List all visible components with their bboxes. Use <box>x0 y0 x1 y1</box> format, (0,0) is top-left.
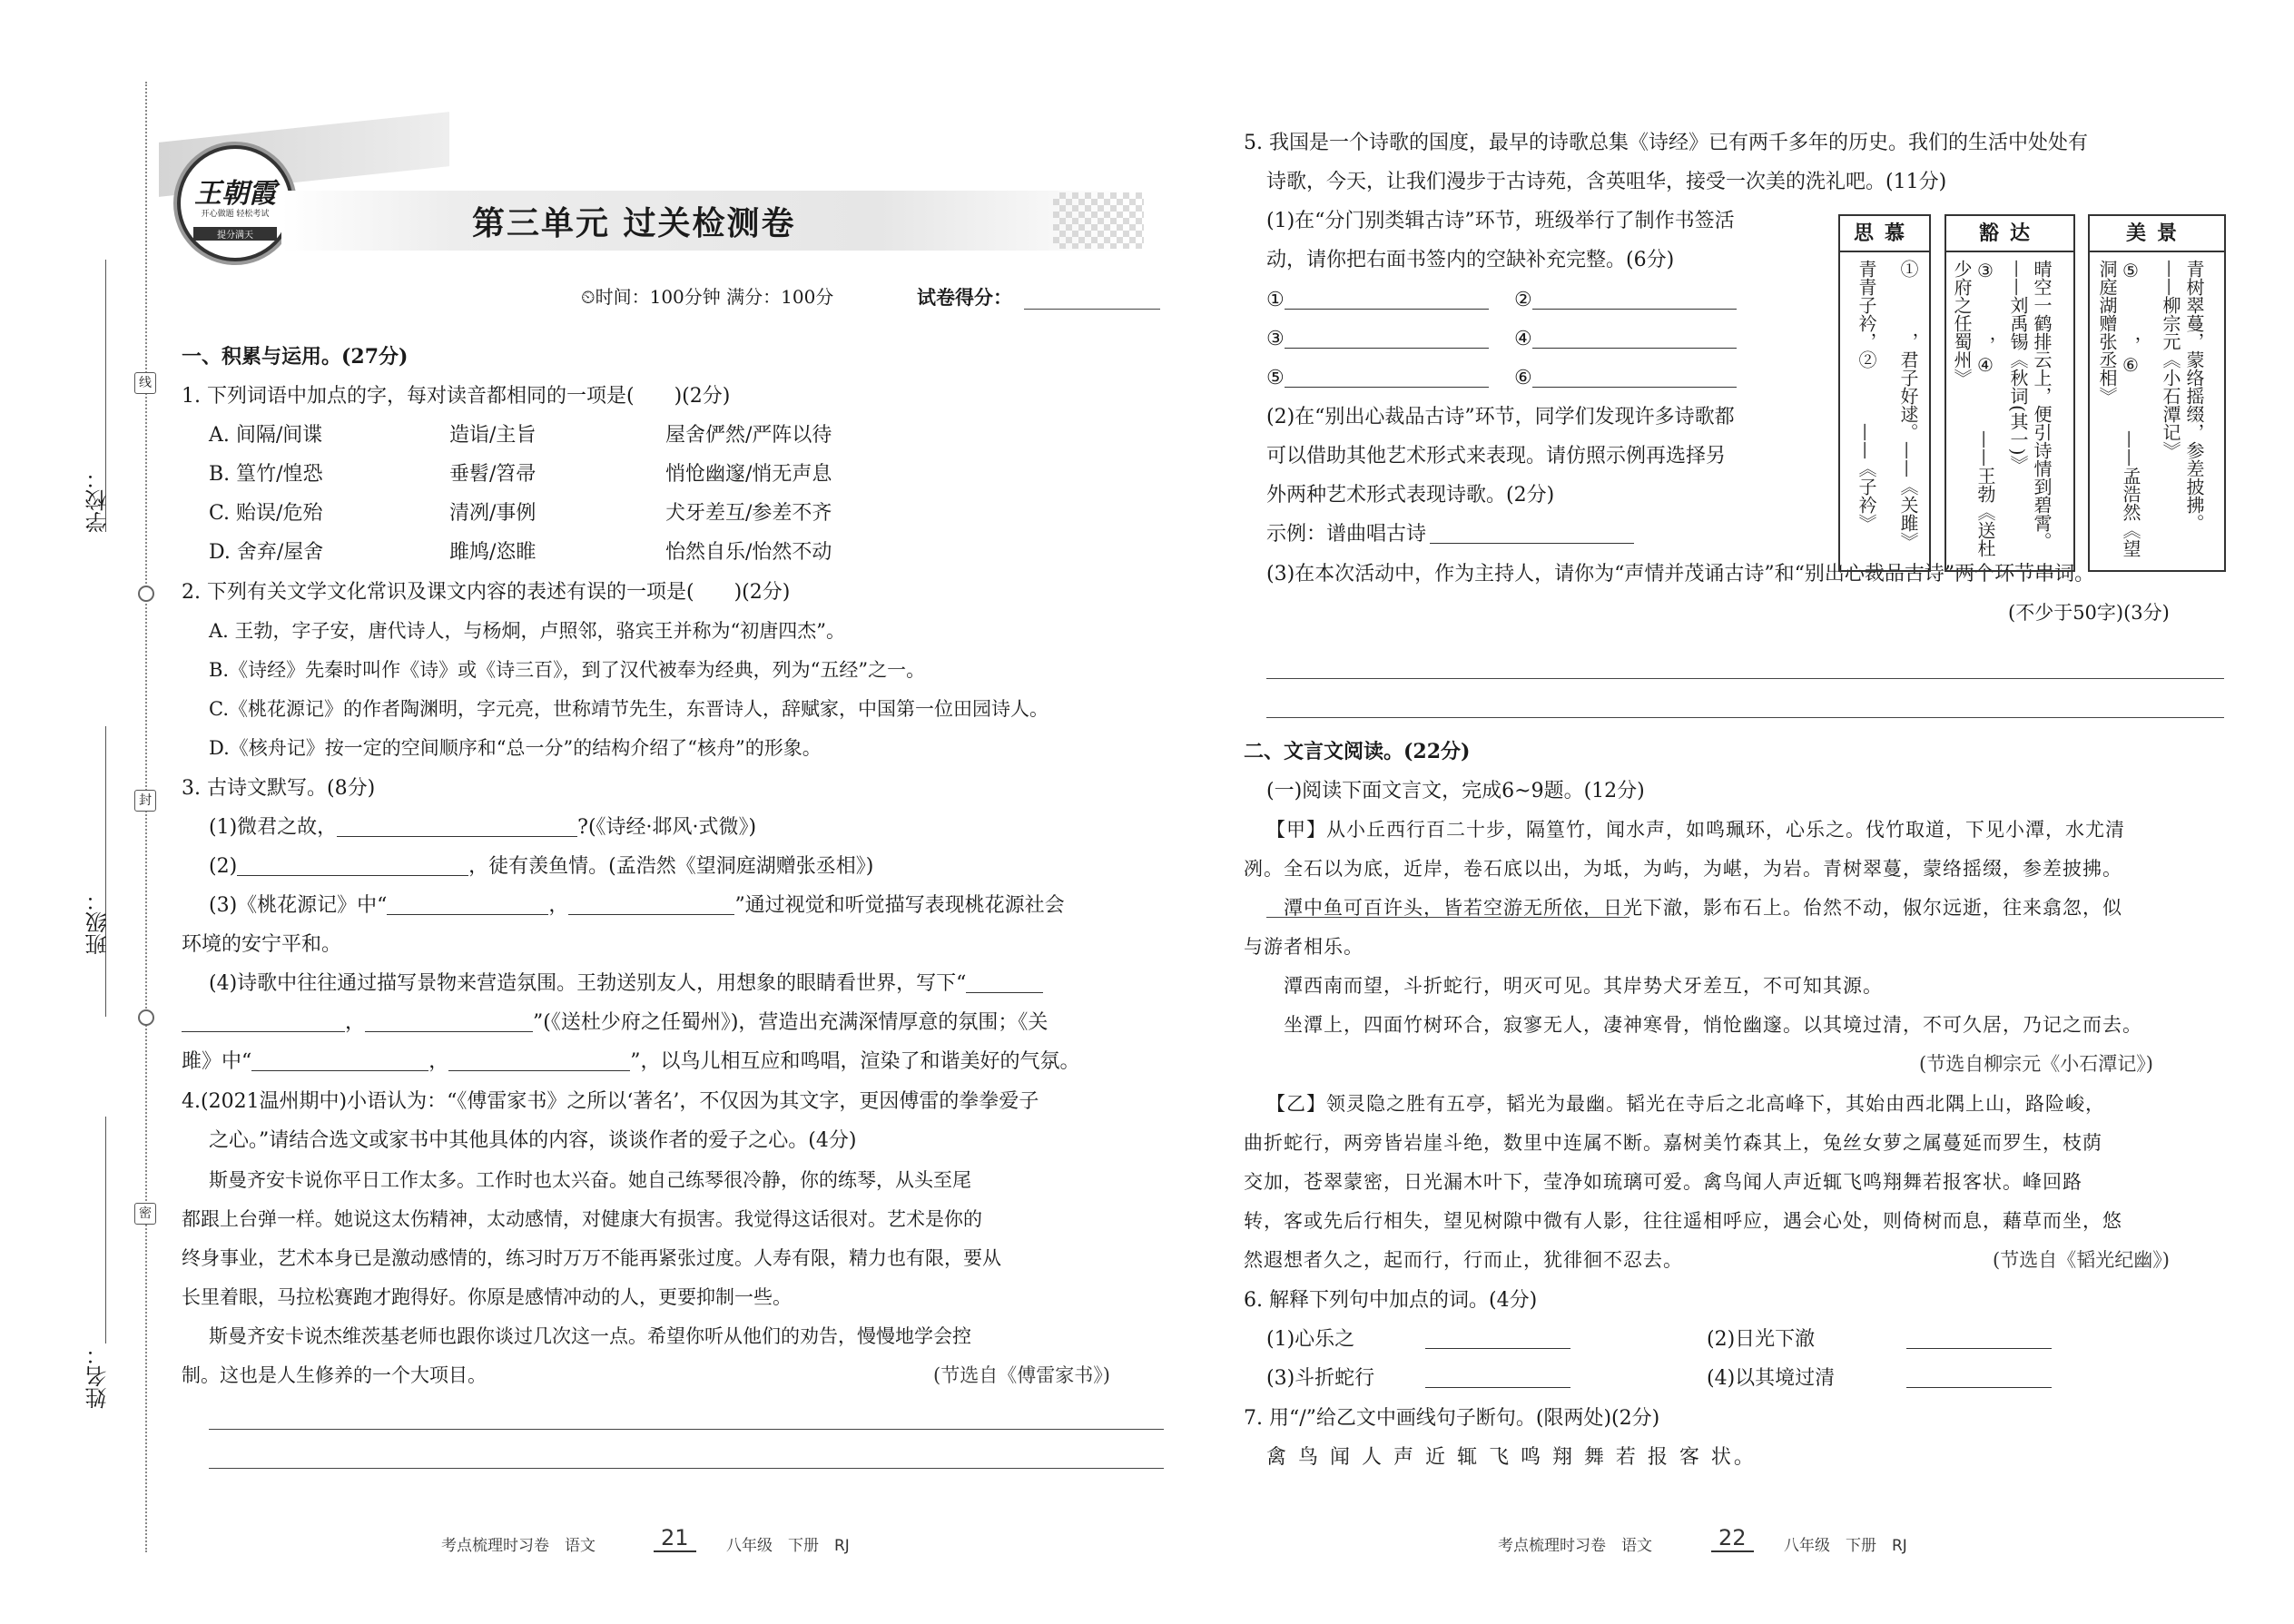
card-poem-line: ③ ，④ ——王勃《送杜少府之任蜀州》 <box>1951 260 1996 557</box>
q6-stem: 6. 解释下列句中加点的词。(4分) <box>1244 1289 1538 1312</box>
jia-passage-line: 潭中鱼可百许头，皆若空游无所依，日光下澈，影布石上。佁然不动，俶尔远逝，往来翕忽，似 <box>1244 897 2122 919</box>
answer-blank[interactable] <box>1285 324 1489 349</box>
answer-blank[interactable] <box>1906 1363 2052 1388</box>
yi-passage-line: 交加，苍翠蒙密，日光漏木叶下，莹净如琉璃可爱。禽鸟闻人声近辄飞鸣翔舞若报客状。峰回路 <box>1244 1171 2082 1193</box>
answer-blank[interactable] <box>966 969 1043 993</box>
footer-right-series: 考点梳理时习卷 语文 <box>1498 1537 1652 1555</box>
q7-sentence[interactable]: 禽 鸟 闻 人 声 近 辄 飞 鸣 翔 舞 若 报 客 状。 <box>1266 1446 1757 1469</box>
score-label: 试卷得分： <box>917 286 1012 309</box>
answer-blank[interactable] <box>1285 363 1489 388</box>
q7-stem: 7. 用“/”给乙文中画线句子断句。(限两处)(2分) <box>1244 1407 1660 1430</box>
underlined-sentence-marker <box>1266 917 1629 918</box>
logo-ribbon-text: 提分满天 <box>193 227 277 241</box>
q5-blank-6: ⑥ <box>1514 359 1737 398</box>
q5-answer-line[interactable] <box>1266 678 2224 679</box>
q4-source: (节选自《傅雷家书》) <box>933 1364 1110 1386</box>
answer-blank[interactable] <box>237 851 468 876</box>
class-field-line <box>105 726 106 1017</box>
q3-item2: (2) ，徒有羡鱼情。(孟浩然《望洞庭湖赠张丞相》) <box>209 847 873 886</box>
logo-subtitle: 开心做题 轻松考试 <box>201 210 270 219</box>
q4-stem-cont: 之心。”请结合选文或家书中其他具体的内容，谈谈作者的爱子之心。(4分) <box>209 1129 857 1152</box>
q2-stem: 2. 下列有关文学文化常识及课文内容的表述有误的一项是( )(2分) <box>182 581 791 604</box>
q5-blank-4: ④ <box>1514 320 1737 359</box>
footer-left-series: 考点梳理时习卷 语文 <box>441 1537 596 1555</box>
q4-passage-line: 制。这也是人生修养的一个大项目。 <box>182 1364 487 1386</box>
q3-item4-cont: ， ”(《送杜少府之任蜀州》)，营造出充满深情厚意的氛围；《关 <box>182 1003 1048 1042</box>
answer-blank[interactable] <box>1425 1324 1570 1349</box>
answer-blank[interactable] <box>1532 285 1737 310</box>
q3-item4-cont2: 雎》中“ ， ”，以鸟儿相互应和鸣唱，渲染了和谐美好的气氛。 <box>182 1042 1080 1081</box>
q5-sub2-cont: 外两种艺术形式表现诗歌。(2分) <box>1266 484 1555 507</box>
answer-blank[interactable] <box>1532 324 1737 349</box>
jia-source: (节选自柳宗元《小石潭记》) <box>1919 1053 2153 1075</box>
q2-option-b[interactable]: B.《诗经》先秦时叫作《诗》或《诗三百》，到了汉代被奉为经典，列为“五经”之一。 <box>209 659 926 681</box>
q6-item-2: (2)日光下澈 <box>1707 1320 2052 1359</box>
footer-right-grade: 八年级 下册 RJ <box>1784 1537 1907 1555</box>
q6-item-3: (3)斗折蛇行 <box>1266 1359 1570 1398</box>
name-label: 姓名： <box>85 1343 111 1409</box>
q4-passage-line: 斯曼齐安卡说你平日工作太多。工作时也太兴奋。她自己练琴很冷静，你的练琴，从头至尾 <box>209 1169 971 1191</box>
answer-blank[interactable] <box>182 1008 345 1032</box>
q5-blank-2: ② <box>1514 281 1737 320</box>
bookmark-card-longing <box>1838 214 1931 572</box>
part1-heading: 一、积累与运用。(27分) <box>182 345 409 369</box>
card-poem-line: 青青子衿，② ——《子衿》 <box>1856 260 1877 532</box>
name-field-line <box>105 1117 106 1343</box>
seal-marker: 封 <box>134 790 156 812</box>
q5-blank-3: ③ <box>1266 320 1489 359</box>
q3-item1: (1)微君之故， ?(《诗经·邶风·式微》) <box>209 808 756 847</box>
jia-passage-line: 冽。全石以为底，近岸，卷石底以出，为坻，为屿，为嵁，为岩。青树翠蔓，蒙络摇缀，参差披拂。 <box>1244 858 2122 880</box>
jia-passage-line: 坐潭上，四面竹树环合，寂寥无人，凄神寒骨，悄怆幽邃。以其境过清，不可久居，乃记之而去。 <box>1244 1014 2142 1036</box>
card-poem-line: ① ，君子好逑。——《关雎》 <box>1897 260 1919 550</box>
q5-sub2-cont: 可以借助其他艺术形式来表现。请仿照示例再选择另 <box>1266 445 1727 468</box>
school-label: 学校： <box>85 468 111 533</box>
q5-sub3: (3)在本次活动中，作为主持人，请你为“声情并茂诵古诗”和“别出心裁品古诗”两个环节串词。 <box>1266 563 2095 586</box>
answer-blank[interactable] <box>1430 519 1634 544</box>
q5-answer-line[interactable] <box>1266 717 2224 718</box>
card-title: 思慕 <box>1840 216 1929 252</box>
yi-passage-line: 转，客或先后行相失，望见树隙中微有人影，往往遥相呼应，遇会心处，则倚树而息，藉草而坐，悠 <box>1244 1210 2122 1232</box>
q5-blank-5: ⑤ <box>1266 359 1489 398</box>
q2-option-c[interactable]: C.《桃花源记》的作者陶渊明，字元亮，世称靖节先生，东晋诗人，辞赋家，中国第一位田园诗人。 <box>209 698 1049 720</box>
q5-sub1-cont: 动，请你把右面书签内的空缺补充完整。(6分) <box>1266 249 1675 271</box>
jia-passage-line: 与游者相乐。 <box>1244 936 1364 958</box>
line-marker: 线 <box>134 372 156 394</box>
card-poem-line: ⑤ ，⑥ ——孟浩然《望洞庭湖赠张丞相》 <box>2096 260 2141 557</box>
answer-blank[interactable] <box>1425 1363 1570 1388</box>
q3-item4: (4)诗歌中往往通过描写景物来营造氛围。王勃送别友人，用想象的眼睛看世界，写下“ <box>209 964 1043 1003</box>
q3-item3: (3)《桃花源记》中“ ， ”通过视觉和听觉描写表现桃花源社会 <box>209 886 1065 925</box>
yi-passage-line: 然遐想者久之，起而行，行而止，犹徘徊不忍去。 <box>1244 1249 1683 1271</box>
q6-item-4: (4)以其境过清 <box>1707 1359 2052 1398</box>
q3-stem: 3. 古诗文默写。(8分) <box>182 777 376 800</box>
card-title: 美景 <box>2090 216 2224 252</box>
answer-blank[interactable] <box>568 891 734 915</box>
q1-option-b[interactable]: B. 篁竹/惶恐 垂髫/笤帚 悄怆幽邃/悄无声息 <box>209 463 832 486</box>
card-poem-line: 青树翠蔓，蒙络摇缀，参差披拂。——柳宗元《小石潭记》 <box>2160 260 2205 532</box>
jia-passage-line: 【甲】从小丘西行百二十步，隔篁竹，闻水声，如鸣珮环，心乐之。伐竹取道，下见小潭，水尤清 <box>1266 819 2125 841</box>
yi-passage-line: 曲折蛇行，两旁皆岩崖斗绝，数里中连属不断。嘉树美竹森其上，兔丝女萝之属蔓延而罗生，枝荫 <box>1244 1132 2102 1154</box>
bookmark-card-scenery <box>2088 214 2226 572</box>
q2-option-d[interactable]: D.《核舟记》按一定的空间顺序和“总一分”的结构介绍了“核舟”的形象。 <box>209 737 822 759</box>
q5-example: 示例：谱曲唱古诗 <box>1266 515 1634 554</box>
binding-dotted-line <box>145 82 147 1552</box>
card-title: 豁达 <box>1946 216 2073 252</box>
q4-passage-line: 长里着眼，马拉松赛跑才跑得好。你原是感情冲动的人，更要抑制一些。 <box>182 1286 792 1308</box>
binding-dot-icon <box>138 1009 154 1026</box>
answer-blank[interactable] <box>1532 363 1737 388</box>
secret-marker: 密 <box>134 1203 156 1225</box>
footer-left-page: 21 <box>654 1525 696 1552</box>
q5-sub1: (1)在“分门别类辑古诗”环节，班级举行了制作书签活 <box>1266 210 1735 232</box>
answer-blank[interactable] <box>448 1047 630 1071</box>
answer-blank[interactable] <box>337 812 577 837</box>
q4-passage-line: 都跟上台弹一样。她说这太伤精神，太动感情，对健康大有损害。我觉得这话很对。艺术是你的 <box>182 1208 982 1230</box>
q5-sub3-note: (不少于50字)(3分) <box>2008 602 2170 624</box>
answer-blank[interactable] <box>251 1047 428 1071</box>
card-poem-line: 晴空一鹤排云上，便引诗情到碧霄。——刘禹锡《秋词(其一)》 <box>2007 260 2053 550</box>
q1-option-d[interactable]: D. 舍弃/屋舍 雎鸠/恣睢 怡然自乐/怡然不动 <box>209 541 832 564</box>
footer-right-page: 22 <box>1711 1525 1754 1552</box>
answer-blank[interactable] <box>365 1008 533 1032</box>
q4-passage-line: 终身事业，艺术本身已是激动感情的，练习时万万不能再紧张过度。人寿有限，精力也有限，要从 <box>182 1247 1001 1269</box>
q5-blank-1: ① <box>1266 281 1489 320</box>
q6-item-1: (1)心乐之 <box>1266 1320 1570 1359</box>
class-label: 班级： <box>85 890 111 955</box>
q1-option-a[interactable]: A. 间隔/间谍 造诣/主旨 屋舍俨然/严阵以待 <box>209 424 832 447</box>
q3-item3-cont: 环境的安宁平和。 <box>182 933 342 956</box>
part2-heading: 二、文言文阅读。(22分) <box>1244 740 1471 763</box>
logo-name: 王朝霞 <box>194 178 276 210</box>
q5-sub2: (2)在“别出心裁品古诗”环节，同学们发现许多诗歌都 <box>1266 406 1735 428</box>
score-blank[interactable] <box>1024 309 1160 310</box>
page-title: 第三单元 过关检测卷 <box>472 204 796 242</box>
logo-badge <box>177 145 293 261</box>
yi-passage-line: 【乙】领灵隐之胜有五亭，韬光为最幽。韬光在寺后之北高峰下，其始由西北隅上山，路险峻， <box>1266 1093 2105 1115</box>
answer-blank[interactable] <box>1906 1324 2052 1349</box>
q4-passage-line: 斯曼齐安卡说杰维茨基老师也跟你谈过几次这一点。希望你听从他们的劝告，慢慢地学会控 <box>209 1325 971 1347</box>
yi-source: (节选自《韬光纪幽》) <box>1993 1249 2170 1271</box>
binding-dot-icon <box>138 586 154 602</box>
q1-option-c[interactable]: C. 贻误/危殆 清冽/事例 犬牙差互/参差不齐 <box>209 502 832 525</box>
answer-blank[interactable] <box>387 891 548 915</box>
q2-option-a[interactable]: A. 王勃，字子安，唐代诗人，与杨炯，卢照邻，骆宾王并称为“初唐四杰”。 <box>209 620 845 642</box>
q1-stem: 1. 下列词语中加点的字，每对读音都相同的一项是( )(2分) <box>182 385 731 408</box>
checker-decoration <box>1053 192 1144 249</box>
footer-left-grade: 八年级 下册 RJ <box>726 1537 850 1555</box>
q4-answer-line[interactable] <box>209 1468 1164 1469</box>
q5-stem: 5. 我国是一个诗歌的国度，最早的诗歌总集《诗经》已有两千多年的历史。我们的生活中处处有 <box>1244 132 2088 154</box>
jia-passage-line: 潭西南而望，斗折蛇行，明灭可见。其岸势犬牙差互，不可知其源。 <box>1244 975 1883 997</box>
bookmark-card-openminded <box>1944 214 2075 572</box>
answer-blank[interactable] <box>1285 285 1489 310</box>
q5-stem-cont: 诗歌，今天，让我们漫步于古诗苑，含英咀华，接受一次美的洗礼吧。(11分) <box>1266 171 1947 193</box>
q4-stem: 4.(2021温州期中)小语认为：“《傅雷家书》之所以‘著名’，不仅因为其文字，更因傅雷的拳拳爱子 <box>182 1090 1039 1113</box>
part2-intro: (一)阅读下面文言文，完成6~9题。(12分) <box>1266 780 1645 802</box>
exam-meta: ⏲时间：100分钟 满分：100分 <box>581 286 834 308</box>
q4-answer-line[interactable] <box>209 1429 1164 1430</box>
